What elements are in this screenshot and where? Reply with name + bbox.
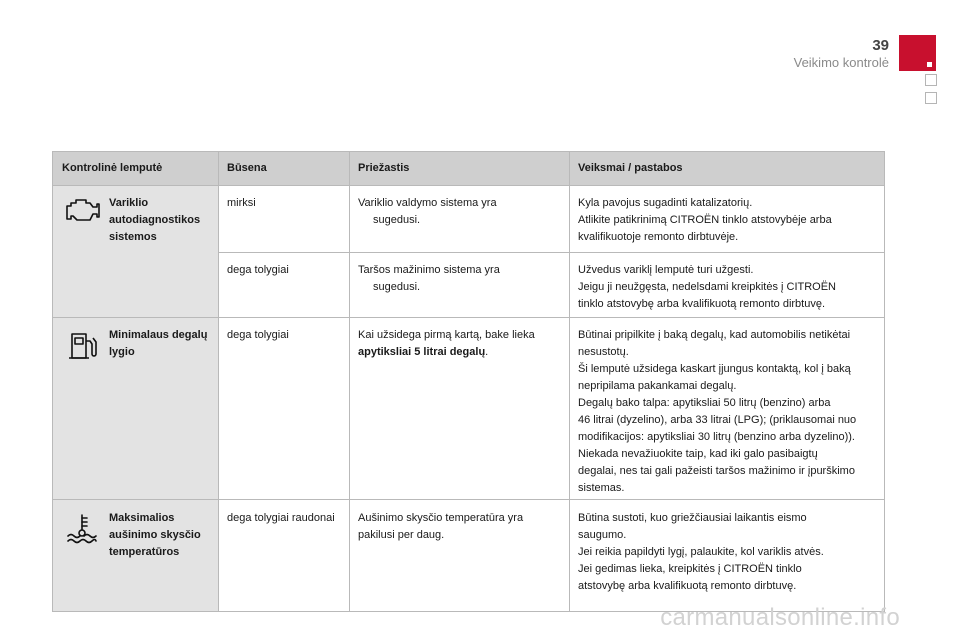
- engine-icon: [63, 192, 101, 226]
- actions-cell: Būtina sustoti, kuo griežčiausiai laikantis eismo saugumo. Jei reikia papildyti lygį, palaukite, kol variklis atvės. Jei gedimas lieka, kreipkitės į CITROËN tinklo atstovybę arba kvalifikuotą remonto dirbtuvę.: [578, 512, 824, 592]
- state-cell: mirksi: [227, 197, 256, 209]
- state-cell: dega tolygiai: [227, 264, 289, 276]
- reason-cell: Kai užsidega pirmą kartą, bake lieka apytiksliai 5 litrai degalų.: [358, 329, 535, 358]
- watermark: carmanualsonline.info: [660, 604, 900, 631]
- chapter-marker-box: [925, 92, 937, 104]
- reason-cell: Taršos mažinimo sistema yra sugedusi.: [358, 264, 500, 293]
- column-header: Priežastis: [358, 162, 410, 174]
- page-number: 39: [872, 37, 889, 54]
- state-cell: dega tolygiai raudonai: [227, 512, 335, 524]
- column-header: Veiksmai / pastabos: [578, 162, 683, 174]
- reason-cell: Aušinimo skysčio temperatūra yra pakilusi per daug.: [358, 512, 524, 541]
- table-header: [53, 152, 884, 186]
- indicator-name: Minimalaus degalų lygio: [109, 329, 208, 358]
- indicator-name: Maksimalios aušinimo skysčio temperatūros: [109, 512, 201, 558]
- actions-cell: Kyla pavojus sugadinti katalizatorių. Atlikite patikrinimą CITROËN tinklo atstovybėje arba kvalifikuotoje remonto dirbtuvėje.: [578, 197, 832, 243]
- fuel-pump-icon: [63, 329, 101, 363]
- chapter-marker-box: [925, 74, 937, 86]
- indicator-name: Variklio autodiagnostikos sistemos: [109, 197, 201, 243]
- section-title: Veikimo kontrolė: [793, 55, 889, 70]
- column-header: Būsena: [227, 162, 267, 174]
- actions-cell: Būtinai pripilkite į baką degalų, kad automobilis netikėtai nesustotų. Ši lemputė užsidega kaskart įjungus kontaktą, kol į baką nepripilama pakankamai degalų. Degalų bako talpa: apytiksliai 50 litrų (benzino) arba 46 litrai (dyzelino), arba 33 litrai (LPG); (priklausomai nuo modifikacijos: apytiksliai 30 litrų (benzino arba dyzelino)). Niekada nevažiuokite taip, kad iki galo pasibaigtų degalai, nes tai gali pažeisti taršos mažinimo ir įpurškimo sistemas.: [578, 329, 857, 494]
- indicator-table: [52, 151, 885, 612]
- reason-cell: Variklio valdymo sistema yra sugedusi.: [358, 197, 497, 226]
- state-cell: dega tolygiai: [227, 329, 289, 341]
- coolant-temperature-icon: [63, 512, 101, 546]
- chapter-marker: [899, 35, 936, 71]
- column-header: Kontrolinė lemputė: [62, 162, 163, 174]
- actions-cell: Užvedus variklį lemputė turi užgesti. Jeigu ji neužgęsta, nedelsdami kreipkitės į CITROËN tinklo atstovybę arba kvalifikuotą remonto dirbtuvę.: [578, 264, 837, 310]
